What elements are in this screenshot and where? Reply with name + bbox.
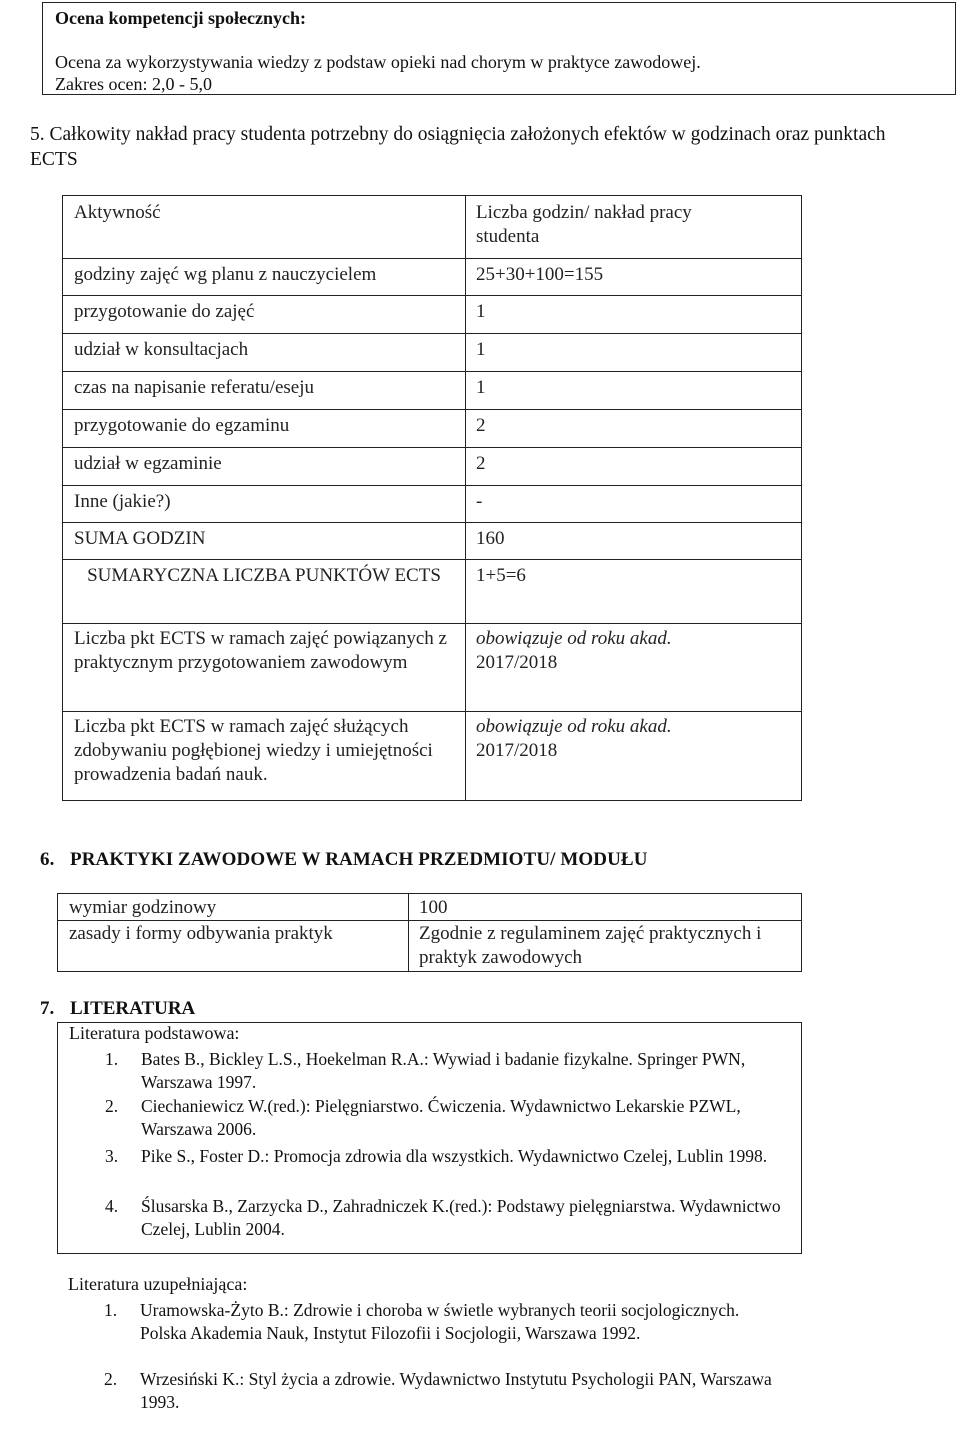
- table-row-activity: przygotowanie do zajęć: [74, 301, 255, 322]
- list-item: Pike S., Foster D.: Promocja zdrowia dla wszystkich. Wydawnictwo Czelej, Lublin 1998.: [141, 1146, 768, 1166]
- practice-rules-value: Zgodnie z regulaminem zajęć praktycznych i praktyk zawodowych: [419, 923, 762, 968]
- basic-literature-title: Literatura podstawowa:: [69, 1023, 240, 1043]
- list-item: Bates B., Bickley L.S., Hoekelman R.A.: Wywiad i badanie fizykalne. Springer PWN, Warszawa 1997.: [141, 1049, 746, 1092]
- section-6-heading: [40, 849, 648, 871]
- header-hours: Liczba godzin/ nakład pracy studenta: [476, 202, 692, 247]
- practical-ects-year: 2017/2018: [476, 652, 558, 673]
- table-row-hours: -: [476, 491, 483, 512]
- table-row-hours: 160: [476, 528, 505, 549]
- list-item-number: 1.: [105, 1049, 119, 1069]
- ects-table: [62, 195, 802, 801]
- row-divider: [63, 485, 801, 486]
- practical-ects-label: Liczba pkt ECTS w ramach zajęć powiązanych z praktycznym przygotowaniem zawodowym: [74, 628, 447, 673]
- list-item: Ciechaniewicz W.(red.): Pielęgniarstwo. Ćwiczenia. Wydawnictwo Lekarskie PZWL, Warszawa 2006.: [141, 1096, 741, 1139]
- section-5-heading: 5. Całkowity nakład pracy studenta potrzebny do osiągnięcia założonych efektów w godzinach oraz punktach ECTS: [30, 124, 886, 170]
- list-item-number: 4.: [105, 1196, 119, 1216]
- row-divider: [63, 371, 801, 372]
- row-divider: [63, 522, 801, 523]
- row-divider: [63, 559, 801, 560]
- table-row-activity: udział w konsultacjach: [74, 339, 249, 360]
- row-divider: [58, 920, 801, 921]
- row-divider: [63, 258, 801, 259]
- competence-line-2: Zakres ocen: 2,0 - 5,0: [55, 74, 212, 94]
- column-divider: [465, 196, 466, 800]
- table-row-hours: 25+30+100=155: [476, 264, 604, 285]
- row-divider: [63, 447, 801, 448]
- list-item: Wrzesiński K.: Styl życia a zdrowie. Wydawnictwo Instytutu Psychologii PAN, Warszawa 1993.: [140, 1369, 772, 1412]
- row-divider: [63, 333, 801, 334]
- list-item-number: 1.: [104, 1300, 118, 1320]
- table-row-activity: przygotowanie do egzaminu: [74, 415, 290, 436]
- list-item-number: 2.: [104, 1369, 118, 1389]
- table-row-hours: 2: [476, 415, 486, 436]
- table-row-hours: 2: [476, 453, 486, 474]
- header-activity: Aktywność: [74, 202, 161, 223]
- research-ects-note: obowiązuje od roku akad.: [476, 716, 672, 737]
- table-row-hours: 1: [476, 339, 486, 360]
- table-row-activity: udział w egzaminie: [74, 453, 222, 474]
- list-item-number: 3.: [105, 1146, 119, 1166]
- table-row-hours: 1: [476, 301, 486, 322]
- column-divider: [408, 894, 409, 971]
- table-row-activity: godziny zajęć wg planu z nauczycielem: [74, 264, 377, 285]
- row-divider: [63, 409, 801, 410]
- list-item: Ślusarska B., Zarzycka D., Zahradniczek K.(red.): Podstawy pielęgniarstwa. Wydawnictwo Czelej, Lublin 2004.: [141, 1196, 781, 1239]
- row-divider: [63, 711, 801, 712]
- section-6-number: 6.: [40, 849, 55, 870]
- section-6-title: PRAKTYKI ZAWODOWE W RAMACH PRZEDMIOTU/ MODUŁU: [70, 849, 648, 870]
- row-divider: [63, 295, 801, 296]
- competence-title: Ocena kompetencji społecznych:: [55, 8, 306, 28]
- section-7-title: LITERATURA: [70, 998, 196, 1019]
- supplementary-literature-title: Literatura uzupełniająca:: [68, 1274, 248, 1294]
- ects-sum-label: SUMARYCZNA LICZBA PUNKTÓW ECTS: [87, 565, 441, 586]
- table-row-activity: SUMA GODZIN: [74, 528, 206, 549]
- table-row-activity: czas na napisanie referatu/eseju: [74, 377, 315, 398]
- practice-table: [57, 893, 802, 972]
- competence-box: [42, 2, 956, 95]
- practice-hours-label: wymiar godzinowy: [69, 897, 217, 918]
- competence-line-1: Ocena za wykorzystywania wiedzy z podstaw opieki nad chorym w praktyce zawodowej.: [55, 52, 701, 72]
- table-row-hours: 1: [476, 377, 486, 398]
- section-7-heading: [40, 998, 195, 1020]
- practical-ects-note: obowiązuje od roku akad.: [476, 628, 672, 649]
- research-ects-label: Liczba pkt ECTS w ramach zajęć służących zdobywaniu pogłębionej wiedzy i umiejętności prowadzenia badań nauk.: [74, 716, 433, 785]
- list-item-number: 2.: [105, 1096, 119, 1116]
- list-item: Uramowska-Żyto B.: Zdrowie i choroba w świetle wybranych teorii socjologicznych. Polska Akademia Nauk, Instytut Filozofii i Socjologii, Warszawa 1992.: [140, 1300, 740, 1343]
- practice-hours-value: 100: [419, 897, 448, 918]
- ects-sum-value: 1+5=6: [476, 565, 526, 586]
- row-divider: [63, 623, 801, 624]
- literature-box: [57, 1022, 802, 1254]
- research-ects-year: 2017/2018: [476, 740, 558, 761]
- practice-rules-label: zasady i formy odbywania praktyk: [69, 923, 333, 944]
- section-7-number: 7.: [40, 998, 55, 1019]
- table-row-activity: Inne (jakie?): [74, 491, 171, 512]
